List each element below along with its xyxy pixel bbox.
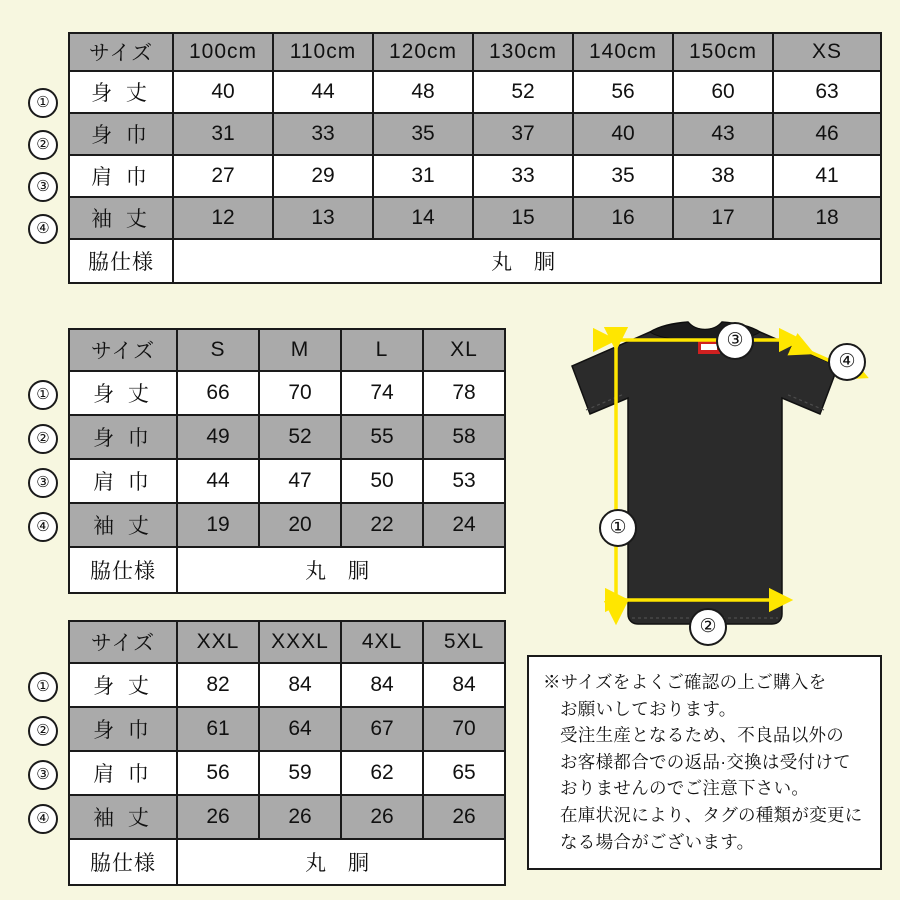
header-cell: 100cm (173, 33, 273, 71)
footer-value: 丸 胴 (173, 239, 881, 283)
table-cell: 13 (273, 197, 373, 239)
header-cell: L (341, 329, 423, 371)
table-row (69, 155, 881, 197)
table-row (69, 663, 505, 707)
row-label: 身 丈 (69, 663, 177, 707)
table-cell: 58 (423, 415, 505, 459)
table-cell: 59 (259, 751, 341, 795)
marker-sleeve-length-1: ④ (28, 214, 58, 244)
header-cell: 4XL (341, 621, 423, 663)
table-cell: 17 (673, 197, 773, 239)
table-cell: 38 (673, 155, 773, 197)
table-row (69, 71, 881, 113)
diagram-marker-body-length: ① (599, 509, 637, 547)
table-row (69, 415, 505, 459)
table-cell: 26 (423, 795, 505, 839)
table-header-row (69, 329, 505, 371)
diagram-marker-body-width: ② (689, 608, 727, 646)
table-cell: 26 (341, 795, 423, 839)
header-cell: XS (773, 33, 881, 71)
table-cell: 84 (341, 663, 423, 707)
table-cell: 65 (423, 751, 505, 795)
shirt-body-shape (572, 322, 838, 624)
header-cell: S (177, 329, 259, 371)
table-row (69, 197, 881, 239)
row-label: 肩 巾 (69, 155, 173, 197)
header-cell: サイズ (69, 329, 177, 371)
table-row (69, 113, 881, 155)
table-cell: 33 (273, 113, 373, 155)
header-cell: 5XL (423, 621, 505, 663)
table-cell: 70 (259, 371, 341, 415)
table-cell: 44 (273, 71, 373, 113)
row-label: 袖 丈 (69, 795, 177, 839)
table-cell: 64 (259, 707, 341, 751)
row-label: 身 丈 (69, 371, 177, 415)
marker-body-width-3: ② (28, 716, 58, 746)
footer-label: 脇仕様 (69, 547, 177, 593)
header-cell: XXL (177, 621, 259, 663)
table-cell: 50 (341, 459, 423, 503)
tshirt-diagram (520, 318, 890, 648)
notice-line: お願いしております。 (560, 698, 737, 719)
row-label: 身 巾 (69, 113, 173, 155)
table-cell: 33 (473, 155, 573, 197)
footer-value: 丸 胴 (177, 547, 505, 593)
marker-body-width-1: ② (28, 130, 58, 160)
table-cell: 48 (373, 71, 473, 113)
table-cell: 35 (573, 155, 673, 197)
table-header-row (69, 621, 505, 663)
notice-line: なる場合がございます。 (560, 831, 755, 852)
table-cell: 74 (341, 371, 423, 415)
notice-line: 在庫状況により、タグの種類が変更に (560, 804, 863, 825)
marker-shoulder-width-1: ③ (28, 172, 58, 202)
notice-line: ※サイズをよくご確認の上ご購入を (543, 672, 827, 692)
header-cell: サイズ (69, 621, 177, 663)
table-cell: 62 (341, 751, 423, 795)
table-cell: 52 (259, 415, 341, 459)
table-cell: 20 (259, 503, 341, 547)
marker-sleeve-length-3: ④ (28, 804, 58, 834)
table-cell: 16 (573, 197, 673, 239)
adult-size-table (68, 328, 506, 594)
diagram-marker-sleeve-length: ④ (828, 343, 866, 381)
table-cell: 31 (373, 155, 473, 197)
header-cell: XXXL (259, 621, 341, 663)
header-cell: 150cm (673, 33, 773, 71)
footer-label: 脇仕様 (69, 239, 173, 283)
table-cell: 82 (177, 663, 259, 707)
marker-body-width-2: ② (28, 424, 58, 454)
table-cell: 37 (473, 113, 573, 155)
row-label: 身 巾 (69, 415, 177, 459)
table-cell: 63 (773, 71, 881, 113)
table-cell: 67 (341, 707, 423, 751)
table-cell: 12 (173, 197, 273, 239)
table-cell: 40 (173, 71, 273, 113)
table-cell: 60 (673, 71, 773, 113)
header-cell: 130cm (473, 33, 573, 71)
table-row (69, 751, 505, 795)
row-label: 身 丈 (69, 71, 173, 113)
table-footer-row (69, 239, 881, 283)
marker-sleeve-length-2: ④ (28, 512, 58, 542)
row-label: 肩 巾 (69, 459, 177, 503)
row-label: 袖 丈 (69, 197, 173, 239)
notice-line: お客様都合での返品·交換は受付けて (560, 751, 851, 772)
diagram-marker-shoulder-width: ③ (716, 322, 754, 360)
table-cell: 22 (341, 503, 423, 547)
table-row (69, 795, 505, 839)
row-label: 袖 丈 (69, 503, 177, 547)
table-cell: 70 (423, 707, 505, 751)
marker-body-length-1: ① (28, 88, 58, 118)
purchase-notice (527, 655, 882, 870)
table-row (69, 503, 505, 547)
table-cell: 27 (173, 155, 273, 197)
marker-body-length-2: ① (28, 380, 58, 410)
table-cell: 61 (177, 707, 259, 751)
table-cell: 53 (423, 459, 505, 503)
table-cell: 55 (341, 415, 423, 459)
table-cell: 14 (373, 197, 473, 239)
footer-label: 脇仕様 (69, 839, 177, 885)
table-cell: 66 (177, 371, 259, 415)
table-header-row (69, 33, 881, 71)
notice-line: 受注生産となるため、不良品以外の (560, 725, 845, 746)
table-cell: 47 (259, 459, 341, 503)
table-cell: 18 (773, 197, 881, 239)
table-footer-row (69, 839, 505, 885)
table-cell: 26 (177, 795, 259, 839)
table-cell: 46 (773, 113, 881, 155)
table-cell: 84 (423, 663, 505, 707)
row-label: 身 巾 (69, 707, 177, 751)
table-cell: 24 (423, 503, 505, 547)
row-label: 肩 巾 (69, 751, 177, 795)
table-cell: 40 (573, 113, 673, 155)
table-row (69, 459, 505, 503)
header-cell: 140cm (573, 33, 673, 71)
marker-shoulder-width-2: ③ (28, 468, 58, 498)
table-row (69, 707, 505, 751)
marker-body-length-3: ① (28, 672, 58, 702)
table-row (69, 371, 505, 415)
header-cell: サイズ (69, 33, 173, 71)
table-cell: 19 (177, 503, 259, 547)
table-cell: 78 (423, 371, 505, 415)
table-cell: 43 (673, 113, 773, 155)
notice-line: おりませんのでご注意下さい。 (560, 778, 810, 799)
brand-tag-inner (701, 344, 717, 350)
table-cell: 56 (573, 71, 673, 113)
table-footer-row (69, 547, 505, 593)
table-cell: 56 (177, 751, 259, 795)
table-cell: 44 (177, 459, 259, 503)
table-cell: 52 (473, 71, 573, 113)
table-cell: 15 (473, 197, 573, 239)
table-cell: 29 (273, 155, 373, 197)
header-cell: M (259, 329, 341, 371)
header-cell: 110cm (273, 33, 373, 71)
header-cell: XL (423, 329, 505, 371)
table-cell: 41 (773, 155, 881, 197)
table-cell: 35 (373, 113, 473, 155)
footer-value: 丸 胴 (177, 839, 505, 885)
kids-size-table (68, 32, 882, 284)
big-size-table (68, 620, 506, 886)
table-cell: 31 (173, 113, 273, 155)
header-cell: 120cm (373, 33, 473, 71)
table-cell: 26 (259, 795, 341, 839)
table-cell: 84 (259, 663, 341, 707)
table-cell: 49 (177, 415, 259, 459)
marker-shoulder-width-3: ③ (28, 760, 58, 790)
